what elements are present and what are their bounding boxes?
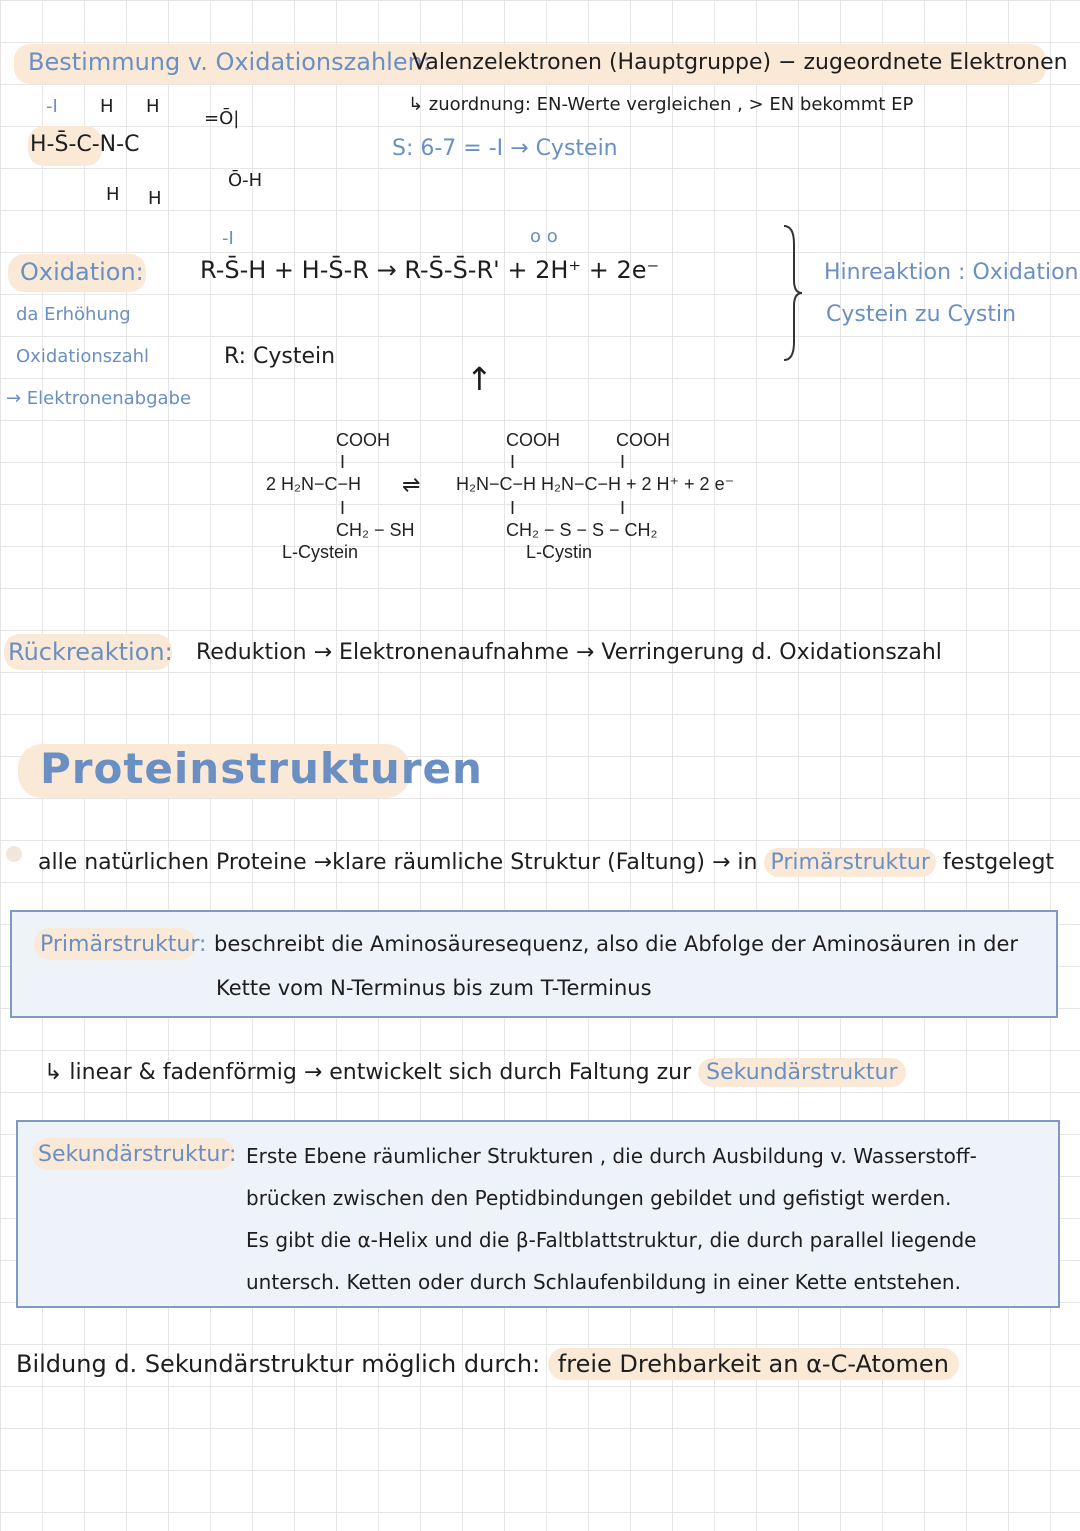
bond-bar: I [510, 498, 516, 518]
sulfur-oxidation-number: S: 6-7 = -I → Cystein [392, 136, 618, 161]
side-chain: CH₂ − SH [336, 520, 415, 540]
bullet-text-part: festgelegt [942, 850, 1055, 875]
carbonyl-oxygen: =Ō| [204, 108, 240, 129]
primary-definition-box [10, 910, 1058, 1018]
equilibrium-arrow-icon: ⇌ [402, 472, 421, 497]
h-atom: H [148, 188, 162, 209]
h-atom: H [100, 96, 114, 117]
oxidation-reason: da Erhöhung [16, 304, 131, 325]
bond-bar: I [510, 452, 516, 472]
oxidation-label: Oxidation: [20, 258, 144, 286]
primary-definition: Kette vom N-Terminus bis zum T-Terminus [216, 976, 652, 1000]
secondary-definition: Erste Ebene räumlicher Strukturen , die durch Ausbildung v. Wasserstoff- [246, 1144, 977, 1168]
hydroxyl-group: Ō-H [228, 170, 263, 191]
linear-line [44, 1060, 906, 1085]
bond-bar: I [620, 498, 626, 518]
bullet-text [38, 850, 1054, 875]
rueckreaktion-text: Reduktion → Elektronenaufnahme → Verringerung d. Oxidationszahl [196, 640, 942, 665]
secondary-definition: Es gibt die α-Helix und die β-Faltblattstruktur, die durch parallel liegende [246, 1228, 977, 1252]
secondary-definition: untersch. Ketten oder durch Schlaufenbildung in einer Kette entstehen. [246, 1270, 961, 1294]
side-note: Hinreaktion : Oxidation [824, 260, 1079, 285]
side-chain: CH₂ − S − S − CH₂ [506, 520, 658, 540]
side-note: Cystein zu Cystin [826, 302, 1017, 327]
formula-text: Valenzelektronen (Hauptgruppe) − zugeordnete Elektronen [412, 50, 1068, 75]
oxidation-reason: → Elektronenabgabe [6, 388, 192, 409]
primary-term: Primärstruktur: [40, 932, 207, 957]
secondary-term: Sekundärstruktur [698, 1058, 905, 1087]
bond-bar: I [340, 498, 346, 518]
reaction-scheme [260, 424, 820, 574]
rueckreaktion-label: Rückreaktion: [8, 638, 173, 666]
cooh-label: COOH [616, 430, 670, 450]
r-note: R: Cystein [224, 344, 336, 369]
bond-bar: I [340, 452, 346, 472]
secondary-definition: brücken zwischen den Peptidbindungen gebildet und gefistigt werden. [246, 1186, 952, 1210]
secondary-term: Sekundärstruktur: [38, 1142, 237, 1167]
section-title: Bestimmung v. Oxidationszahlen: [28, 48, 431, 76]
ox-label: -I [46, 96, 58, 117]
structure-main: H-S̄-C-N-C [30, 132, 140, 157]
linear-text: ↳ linear & fadenförmig → entwickelt sich durch Faltung zur [44, 1060, 692, 1085]
assignment-rule: ↳ zuordnung: EN-Werte vergleichen , > EN bekommt EP [408, 94, 914, 115]
oxidation-equation: R-S̄-H + H-S̄-R → R-S̄-S̄-R' + 2H⁺ + 2e⁻ [200, 256, 660, 284]
primary-definition: beschreibt die Aminosäuresequenz, also die Abfolge der Aminosäuren in der [214, 932, 1018, 956]
compound-name: L-Cystein [282, 542, 359, 562]
ox-marker: o o [530, 226, 558, 247]
cooh-label: COOH [506, 430, 560, 450]
cysteine-structure [28, 96, 288, 208]
oxidation-reason: Oxidationszahl [16, 346, 150, 367]
brace-icon [780, 224, 804, 362]
ox-marker: -I [222, 228, 234, 249]
bond-bar: I [620, 452, 626, 472]
page-title: Proteinstrukturen [40, 744, 483, 793]
bildung-line [16, 1350, 959, 1378]
h-atom: H [106, 184, 120, 205]
bullet-dot [6, 846, 22, 862]
h-atom: H [146, 96, 160, 117]
compound-name: L-Cystin [526, 542, 593, 562]
cooh-label: COOH [336, 430, 390, 450]
bildung-text: Bildung d. Sekundärstruktur möglich durch: [16, 1350, 541, 1378]
cysteine-formula: 2 H₂N−C−H [266, 474, 362, 494]
bildung-highlight: freie Drehbarkeit an α-C-Atomen [548, 1348, 959, 1380]
cystine-formula: H₂N−C−H H₂N−C−H + 2 H⁺ + 2 e⁻ [456, 474, 735, 494]
bullet-text-part: alle natürlichen Proteine →klare räumliche Struktur (Faltung) → in [38, 850, 758, 875]
up-arrow-icon: ↑ [466, 360, 493, 398]
primary-term: Primärstruktur [764, 848, 935, 877]
